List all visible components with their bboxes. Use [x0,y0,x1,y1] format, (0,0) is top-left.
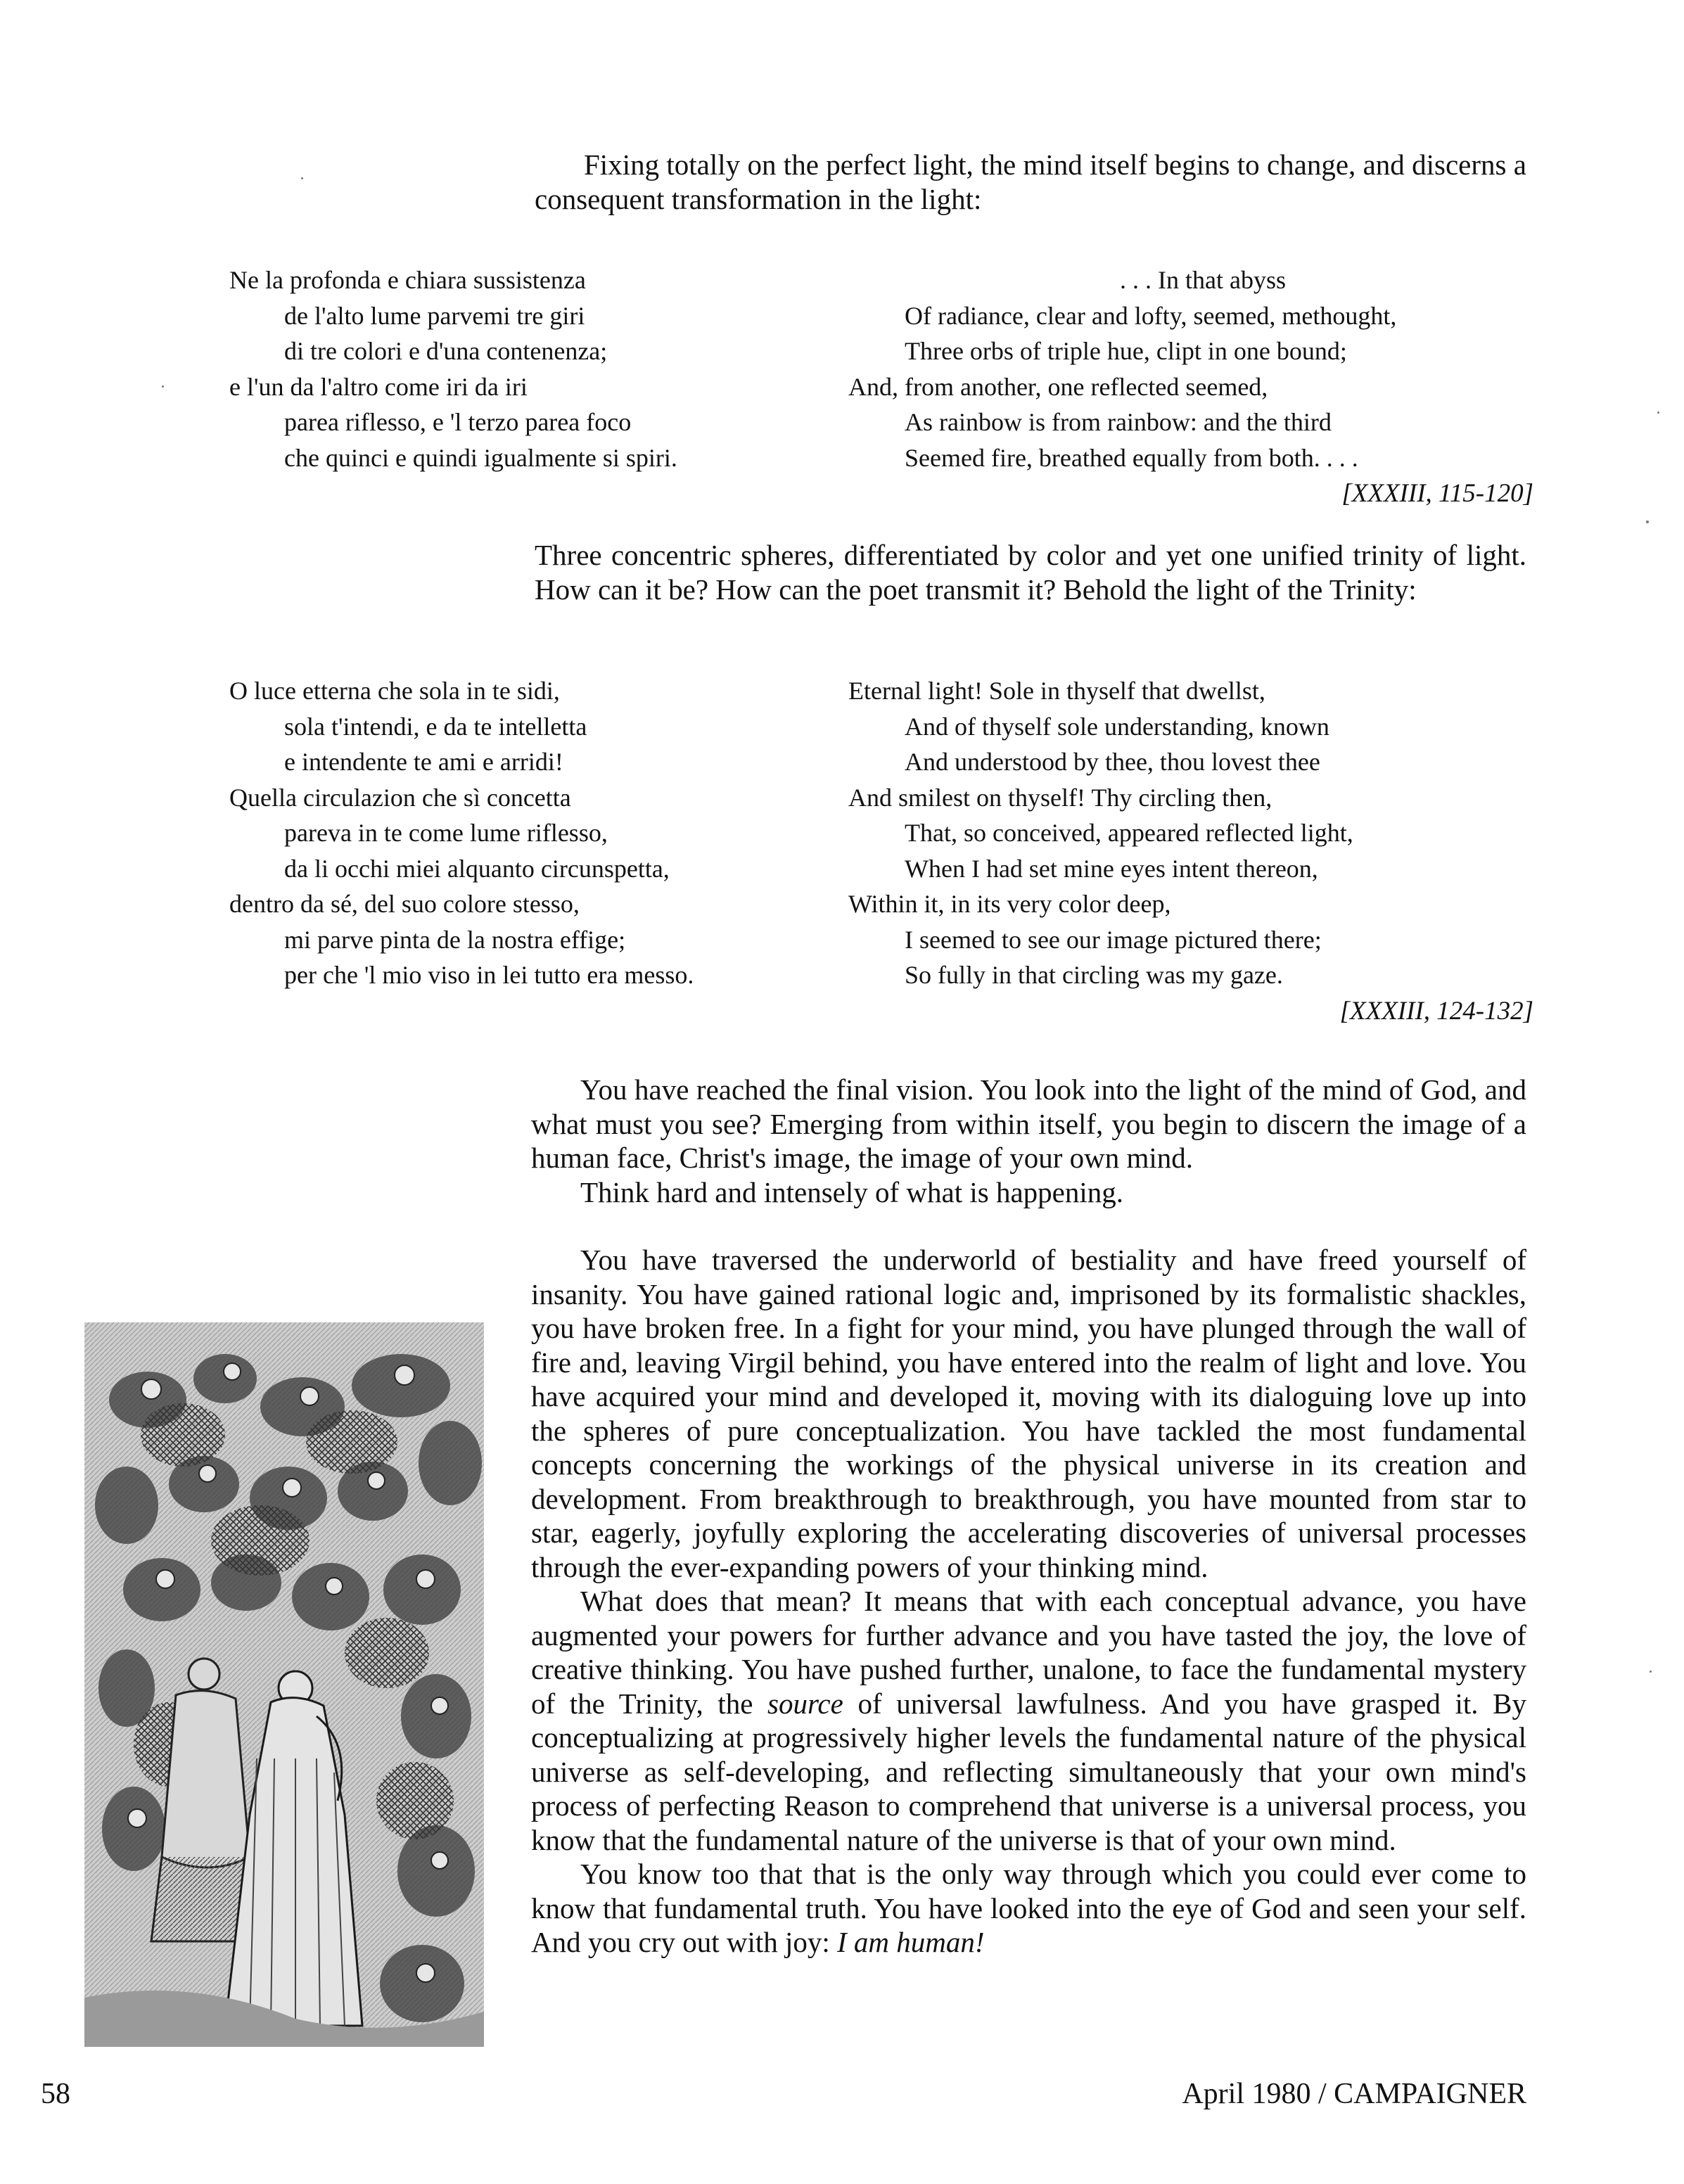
verse-line: . . . In that abyss [1120,266,1286,294]
verse-line: When I had set mine eyes intent thereon, [905,854,1318,883]
verse-line: And of thyself sole understanding, known [905,712,1329,741]
verse-line: de l'alto lume parvemi tre giri [284,301,585,330]
verse-line: Ne la profonda e chiara sussistenza [229,266,586,294]
body-paragraph: You have reached the final vision. You look into the light of the mind of God, and what must you see? Emerging from within itself, you begin to discern the image of a human face, Christ's image, the image of your own mind. [531,1073,1526,1174]
verse-line: e l'un da l'altro come iri da iri [229,372,528,401]
scan-speck [1657,411,1659,414]
intro-paragraph-text: Fixing totally on the perfect light, the mind itself begins to change, and discerns a consequent transformation in the light: [535,148,1526,215]
verse-line: And smilest on thyself! Thy circling then, [848,783,1272,812]
verse-line: As rainbow is from rainbow: and the third [905,408,1332,436]
passage1-citation: [XXXIII, 115-120] [1341,479,1533,508]
scan-speck [1650,1671,1652,1673]
body-text [531,1073,1526,1209]
body-text-run: of universal lawfulness. And you have grasped it. By conceptualizing at progressively higher levels the fundamental nature of the physical universe as self-developing, and reflecting simultaneously that your own mind's process of perfecting Reason to comprehend that universe is a universal process, you know that the fundamental nature of the universe is that of your own mind. [531,1687,1526,1856]
emphasis-source: source [767,1687,843,1720]
verse-line: And understood by thee, thou lovest thee [905,748,1320,776]
verse-line: sola t'intendi, e da te intelletta [284,712,587,741]
passage1-italian [229,262,834,475]
verse-line: dentro da sé, del suo colore stesso, [229,890,580,918]
scan-speck [301,177,303,179]
scan-speck [1646,521,1649,523]
page-number: 58 [41,2078,70,2110]
engraving-illustration [84,1322,484,2047]
passage1-english [848,262,1531,475]
verse-line: So fully in that circling was my gaze. [905,961,1283,989]
verse-line: O luce etterna che sola in te sidi, [229,677,560,705]
body-text-run: What does that mean? It means that with each conceptual advance, you have augmented your powers for further advance and you have tasted the joy, the love of creative thinking. You have pushed further, unalone, to face the fundamental mystery of the Trinity, the [531,1585,1526,1720]
verse-line: parea riflesso, e 'l terzo parea foco [284,408,632,436]
verse-line: Eternal light! Sole in thyself that dwellst, [848,677,1265,705]
verse-line: And, from another, one reflected seemed, [848,372,1268,401]
verse-line: I seemed to see our image pictured there; [905,925,1322,954]
verse-line: Three orbs of triple hue, clipt in one bound; [905,337,1347,365]
verse-line: che quinci e quindi igualmente si spiri. [284,443,677,472]
verse-line: per che 'l mio viso in lei tutto era messo. [284,961,694,989]
verse-line: Of radiance, clear and lofty, seemed, methought, [905,301,1397,330]
engraving-drawing [84,1322,484,2047]
verse-line: da li occhi miei alquanto circunspetta, [284,854,670,883]
passage2-italian [229,673,834,993]
issue-credit: April 1980 / CAMPAIGNER [1182,2078,1526,2110]
middle-paragraph [535,538,1526,606]
scan-speck [162,385,164,388]
verse-line: Within it, in its very color deep, [848,890,1171,918]
verse-line: Quella circulazion che sì concetta [229,783,571,812]
body-text-wide [531,1243,1526,1960]
verse-line: mi parve pinta de la nostra effige; [284,925,626,954]
verse-line: e intendente te ami e arridi! [284,748,563,776]
verse-line: di tre colori e d'una contenenza; [284,337,608,365]
emphasis-i-am-human: I am human! [837,1926,985,1958]
verse-line: Seemed fire, breathed equally from both. . . . [905,443,1358,472]
body-paragraph: You have traversed the underworld of bestiality and have freed yourself of insanity. You have gained rational logic and, imprisoned by its formalistic shackles, you have broken free. In a fight for your mind, you have plunged through the wall of fire and, leaving Virgil behind, you have entered into the realm of light and love. You have acquired your mind and developed it, moving with its dialoguing love up into the spheres of pure conceptualization. You have tackled the most fundamental concepts concerning the workings of the physical universe in its creation and development. From breakthrough to breakthrough, you have mounted from star to star, eagerly, joyfully exploring the accelerating discoveries of universal processes through the ever-expanding powers of your thinking mind. [531,1244,1526,1583]
passage2-citation: [XXXIII, 124-132] [1339,997,1533,1026]
body-paragraph [531,1584,1526,1857]
body-text-run: You know too that that is the only way through which you could ever come to know that fundamental truth. You have looked into the eye of God and seen your self. And you cry out with joy: [531,1858,1526,1958]
verse-line: That, so conceived, appeared reflected light, [905,819,1353,847]
intro-paragraph [535,148,1526,216]
body-paragraph [531,1857,1526,1960]
passage2-english [848,673,1531,993]
verse-line: pareva in te come lume riflesso, [284,819,608,847]
middle-paragraph-text: Three concentric spheres, differentiated by color and yet one unified trinity of light. How can it be? How can the poet transmit it? Behold the light of the Trinity: [535,539,1526,606]
body-paragraph: Think hard and intensely of what is happening. [580,1175,1123,1208]
